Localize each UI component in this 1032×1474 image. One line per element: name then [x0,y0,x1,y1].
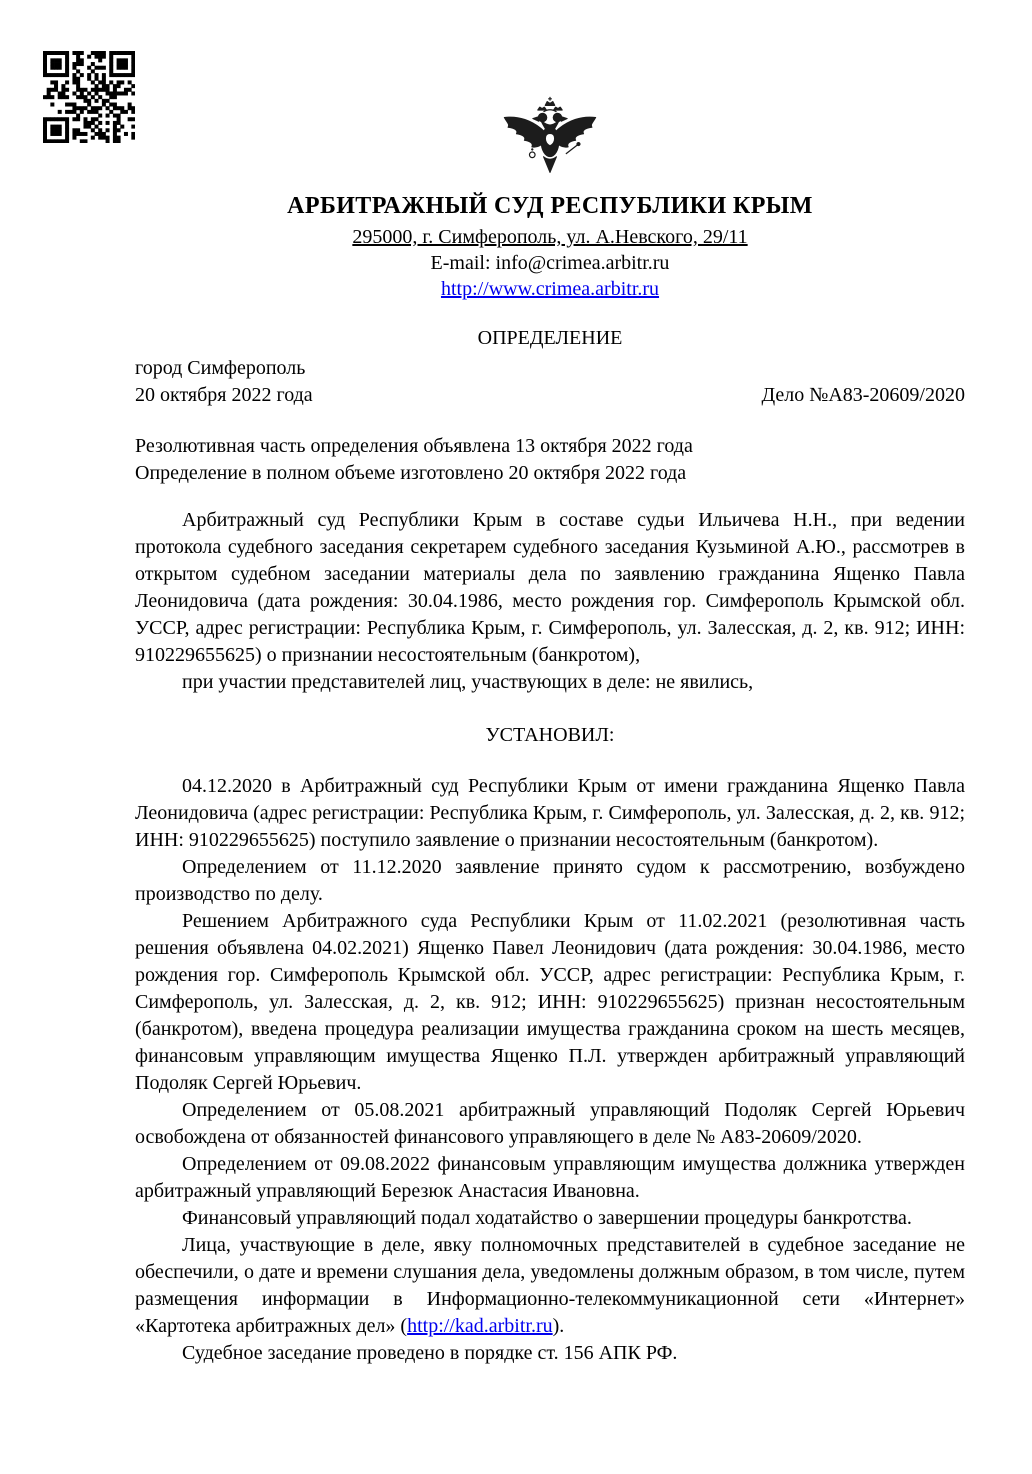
made-line: Определение в полном объеме изготовлено 20 октября 2022 года [135,462,687,484]
court-address: 295000, г. Симферополь, ул. А.Невского, 29/11 [352,226,748,248]
body-paragraph: Определением от 05.08.2021 арбитражный управляющий Подоляк Сергей Юрьевич освобождена от обязанностей финансового управляющего в деле № А83-20609/2020. [135,1099,965,1148]
court-website-line [135,276,965,302]
intro-paragraph: при участии представителей лиц, участвующих в деле: не явились, [182,671,754,693]
body-paragraph-with-link [135,1232,965,1340]
qr-code-icon [43,51,135,143]
coat-of-arms-icon [494,96,606,180]
link-paragraph-after: ). [552,1315,565,1337]
announced-line: Резолютивная часть определения объявлена 13 октября 2022 года [135,435,693,457]
date-case-row [135,382,965,409]
case-number: Дело №А83-20609/2020 [761,384,965,406]
date-line: 20 октября 2022 года [135,384,313,406]
city-line: город Симферополь [135,357,306,379]
body-paragraph: 04.12.2020 в Арбитражный суд Республики Крым от имени гражданина Ященко Павла Леонидовича (адрес регистрации: Республика Крым, г. Симферополь, ул. Залесская, д. 2, кв. 912; ИНН: 910229655625) поступило заявление о признании несостоятельным (банкротом). [135,775,965,851]
kad-arbitr-link[interactable]: http://kad.arbitr.ru [407,1315,553,1337]
court-website-link[interactable]: http://www.crimea.arbitr.ru [440,278,660,300]
body-paragraph: Определением от 09.08.2022 финансовым управляющим имущества должника утвержден арбитражный управляющий Березюк Анастасия Ивановна. [135,1153,965,1202]
ustanovil-heading: УСТАНОВИЛ: [485,724,615,746]
link-paragraph-before: Лица, участвующие в деле, явку полномочных представителей в судебное заседание не обеспечили, о дате и времени слушания дела, уведомлены должным образом, в том числе, путем размещения информации в Информационно-телекоммуникационной сети «Интернет» «Картотека арбитражных дел» ( [135,1234,965,1337]
closing-paragraph: Судебное заседание проведено в порядке ст. 156 АПК РФ. [182,1342,678,1364]
doc-type-heading: ОПРЕДЕЛЕНИЕ [477,327,623,349]
court-name: АРБИТРАЖНЫЙ СУД РЕСПУБЛИКИ КРЫМ [287,193,813,219]
body-paragraph: Решением Арбитражного суда Республики Крым от 11.02.2021 (резолютивная часть решения объявлена 04.02.2021) Ященко Павел Леонидович (дата рождения: 30.04.1986, место рождения гор. Симферополь Крымской обл. УССР, адрес регистрации: Республика Крым, г. Симферополь, ул. Залесская, д. 2, кв. 912; ИНН: 910229655625) признан несостоятельным (банкротом), введена процедура реализации имущества гражданина сроком на шесть месяцев, финансовым управляющим имущества Ященко П.Л. утвержден арбитражный управляющий Подоляк Сергей Юрьевич. [135,910,965,1094]
spacer [135,487,965,507]
body-paragraph: Определением от 11.12.2020 заявление принято судом к рассмотрению, возбуждено производство по делу. [135,856,965,905]
body-paragraph: Финансовый управляющий подал ходатайство о завершении процедуры банкротства. [182,1207,912,1229]
court-email: E-mail: info@crimea.arbitr.ru [430,252,670,274]
intro-paragraph: Арбитражный суд Республики Крым в составе судьи Ильичева Н.Н., при ведении протокола судебного заседания секретарем судебного заседания Кузьминой А.Ю., рассмотрев в открытом судебном заседании материалы дела по заявлению гражданина Ященко Павла Леонидовича (дата рождения: 30.04.1986, место рождения гор. Симферополь Крымской обл. УССР, адрес регистрации: Республика Крым, г. Симферополь, ул. Залесская, д. 2, кв. 912; ИНН: 910229655625) о признании несостоятельным (банкротом), [135,509,965,666]
spacer [135,409,965,433]
